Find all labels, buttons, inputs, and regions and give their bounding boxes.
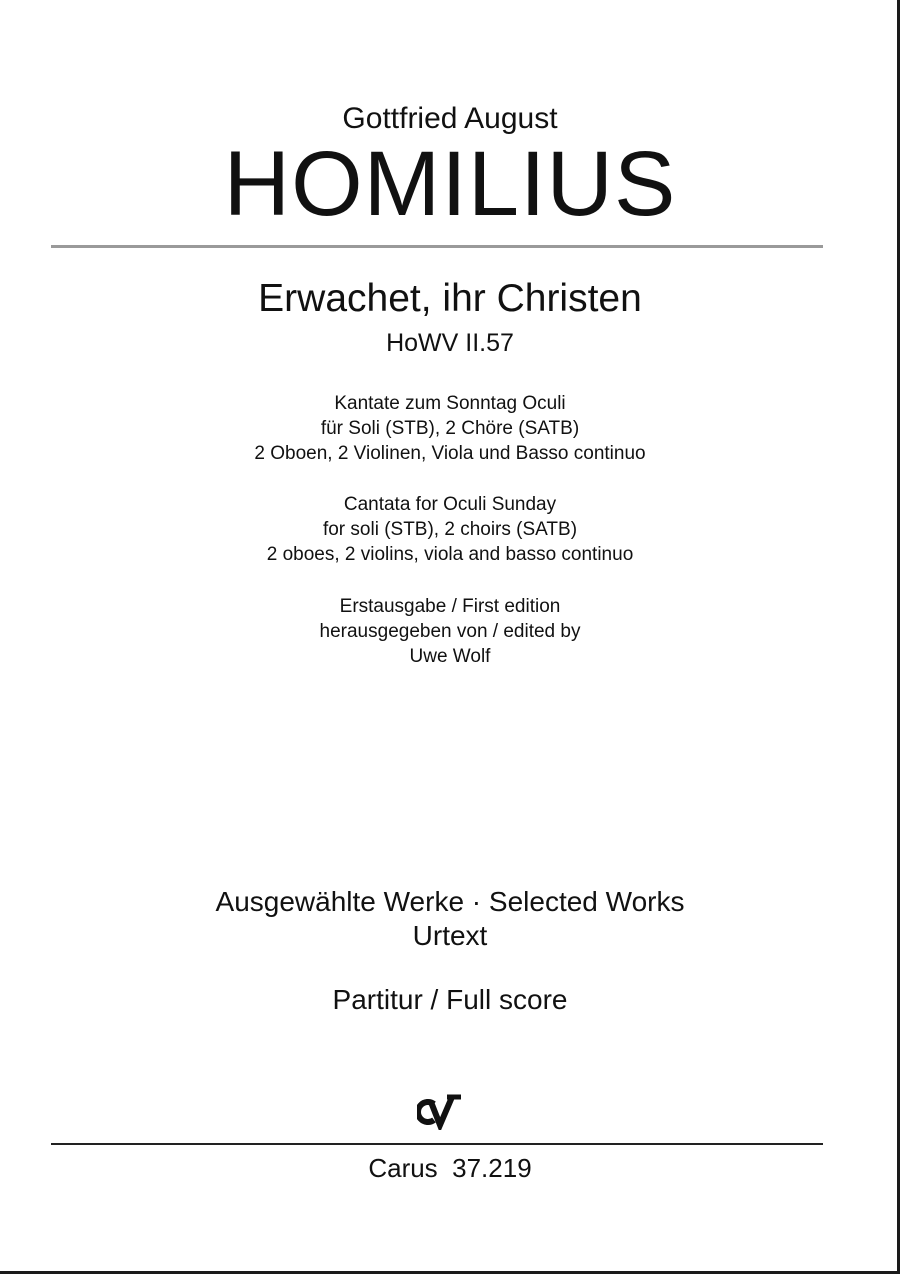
text-type: Urtext bbox=[412, 920, 488, 951]
edition-line: herausgegeben von / edited by bbox=[319, 621, 581, 642]
carus-logo-icon bbox=[417, 1094, 461, 1130]
description-en-line: for soli (STB), 2 choirs (SATB) bbox=[322, 519, 578, 540]
editor-name: Uwe Wolf bbox=[409, 646, 491, 667]
description-en-line: Cantata for Oculi Sunday bbox=[343, 494, 557, 515]
composer-surname: HOMILIUS bbox=[223, 133, 677, 235]
description-de-line: 2 Oboen, 2 Violinen, Viola und Basso continuo bbox=[254, 443, 646, 464]
edition-info bbox=[0, 594, 900, 669]
publisher-catalog-text: Carus 37.219 bbox=[368, 1153, 532, 1183]
top-divider bbox=[51, 245, 823, 248]
edition-line: Erstausgabe / First edition bbox=[339, 596, 561, 617]
description-de-line: für Soli (STB), 2 Chöre (SATB) bbox=[320, 418, 580, 439]
description-english bbox=[0, 492, 900, 567]
series-info bbox=[0, 885, 900, 953]
description-de-line: Kantate zum Sonntag Oculi bbox=[334, 393, 566, 414]
catalog-number: HoWV II.57 bbox=[386, 329, 514, 357]
work-title: Erwachet, ihr Christen bbox=[258, 277, 642, 320]
description-en-line: 2 oboes, 2 violins, viola and basso continuo bbox=[266, 544, 634, 565]
description-german bbox=[0, 391, 900, 466]
score-type: Partitur / Full score bbox=[332, 984, 568, 1015]
composer-first-names: Gottfried August bbox=[342, 102, 558, 135]
publisher-catalog bbox=[0, 1152, 900, 1184]
bottom-divider bbox=[51, 1143, 823, 1145]
series-name: Ausgewählte Werke · Selected Works bbox=[215, 886, 685, 917]
